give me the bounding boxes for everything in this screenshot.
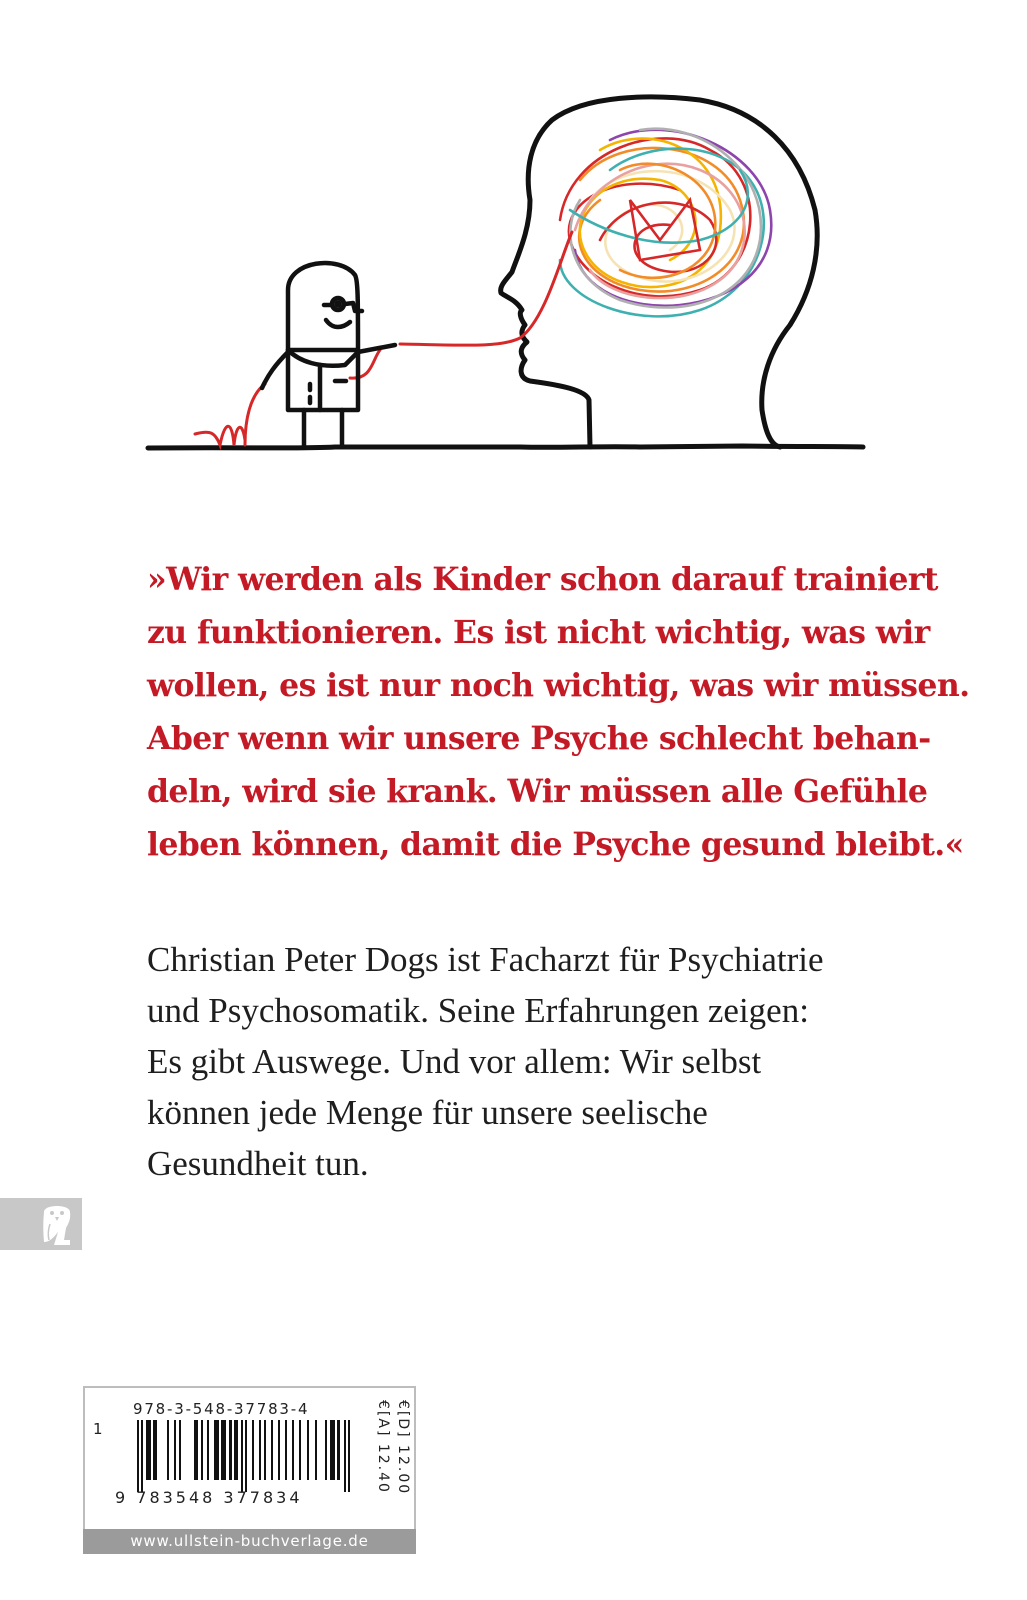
price-austria: €[A] 12.40 bbox=[375, 1400, 391, 1494]
quote-line: leben können, damit die Psyche gesund bleibt.« bbox=[147, 826, 964, 863]
bio-line: Gesundheit tun. bbox=[147, 1144, 369, 1183]
publisher-logo bbox=[0, 1198, 82, 1250]
barcode-box bbox=[83, 1386, 416, 1529]
price-germany: €[D] 12.00 bbox=[395, 1400, 411, 1496]
quote-line: Aber wenn wir unsere Psyche schlecht behan- bbox=[147, 720, 931, 757]
isbn-text: 978-3-548-37783-4 bbox=[133, 1400, 310, 1418]
tangled-threads-icon bbox=[560, 129, 771, 317]
barcode-left-digit: 1 bbox=[93, 1420, 103, 1438]
pull-quote bbox=[147, 553, 970, 871]
cover-illustration bbox=[0, 0, 1027, 480]
author-bio bbox=[147, 934, 907, 1189]
owl-icon bbox=[40, 1202, 74, 1246]
ean-digits: 9 783548 377834 bbox=[115, 1488, 303, 1507]
red-thread bbox=[400, 232, 572, 345]
bio-line: können jede Menge für unsere seelische bbox=[147, 1093, 708, 1132]
barcode-bars-icon bbox=[137, 1420, 353, 1492]
bio-line: Christian Peter Dogs ist Facharzt für Psychiatrie bbox=[147, 940, 824, 979]
publisher-url: www.ullstein-buchverlage.de bbox=[83, 1529, 416, 1554]
quote-line: deln, wird sie krank. Wir müssen alle Gefühle bbox=[147, 773, 928, 810]
quote-line: »Wir werden als Kinder schon darauf trainiert bbox=[147, 561, 938, 598]
bio-line: Es gibt Auswege. Und vor allem: Wir selbst bbox=[147, 1042, 762, 1081]
ground-line bbox=[148, 446, 863, 448]
bio-line: und Psychosomatik. Seine Erfahrungen zeigen: bbox=[147, 991, 809, 1030]
doctor-figure-icon bbox=[262, 263, 395, 447]
quote-line: zu funktionieren. Es ist nicht wichtig, was wir bbox=[147, 614, 930, 651]
quote-line: wollen, es ist nur noch wichtig, was wir müssen. bbox=[147, 667, 970, 704]
